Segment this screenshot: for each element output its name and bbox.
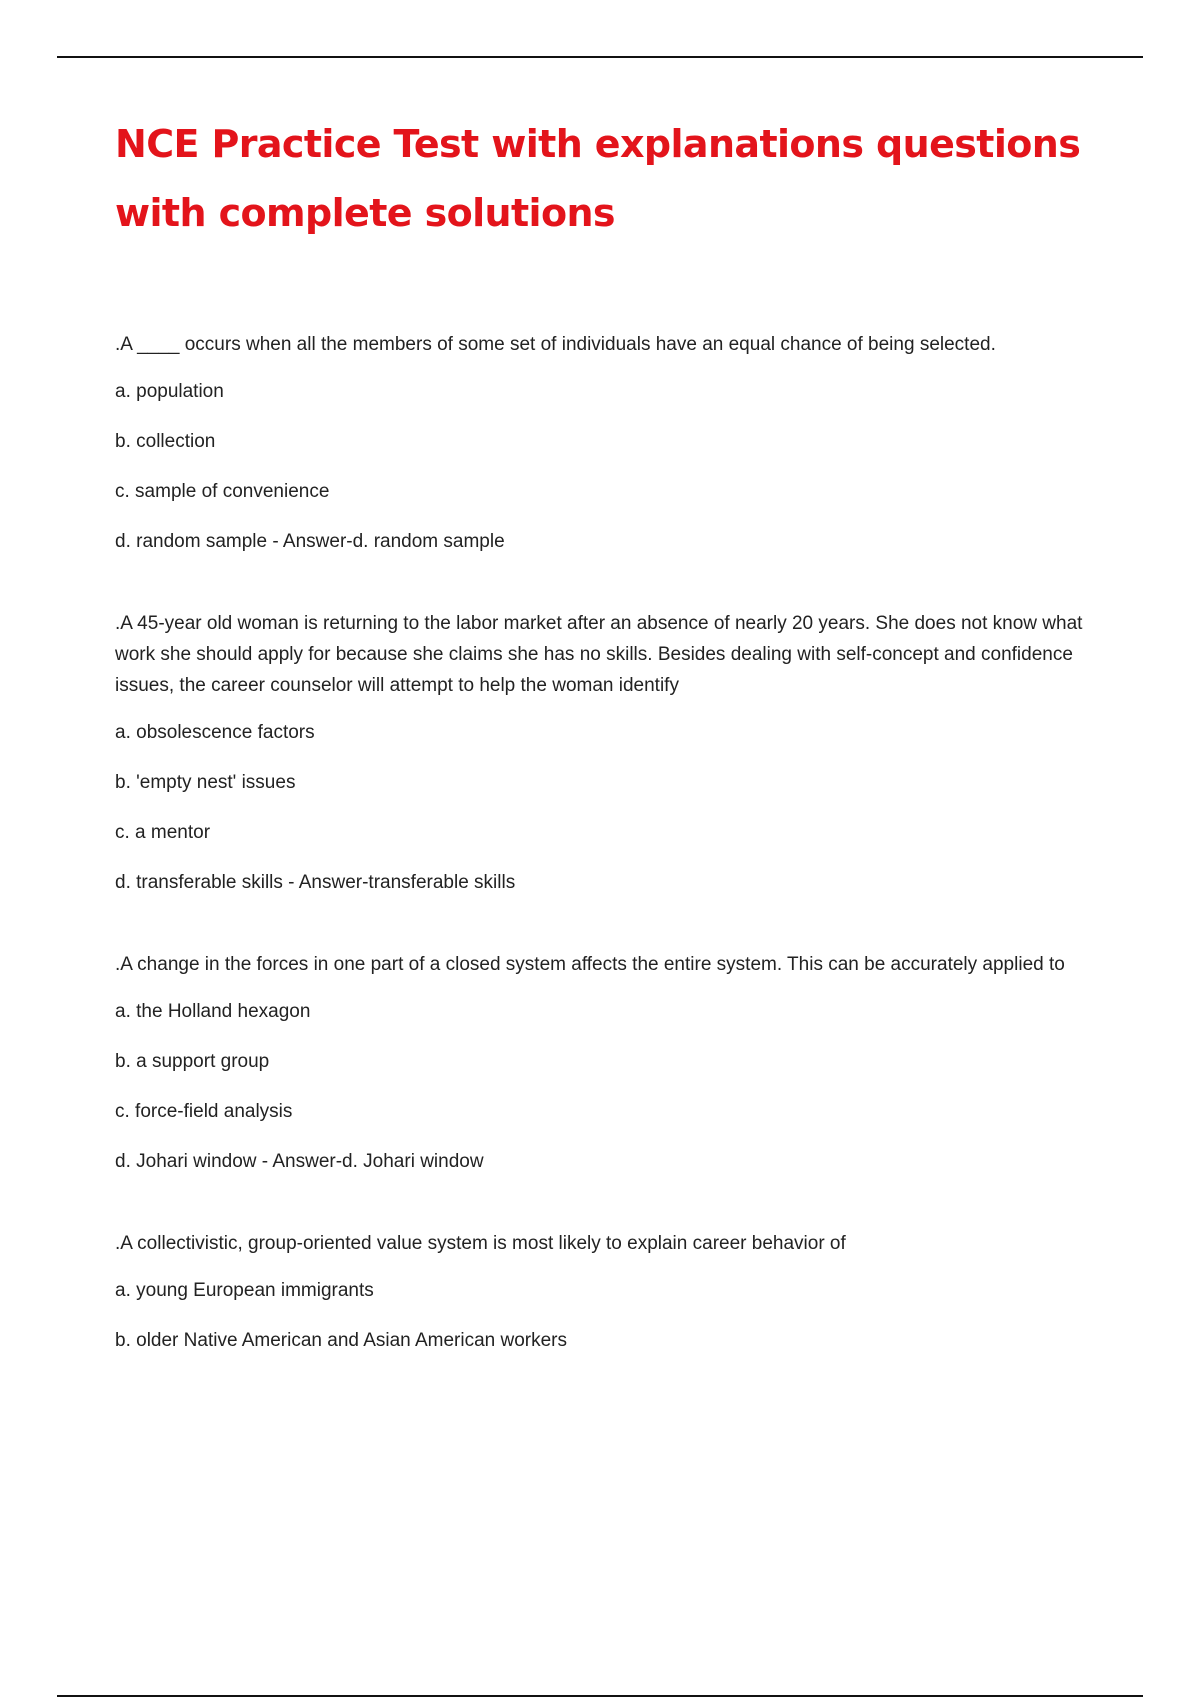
option-d-answer: d. random sample - Answer-d. random sample bbox=[115, 531, 505, 552]
option-d-answer: d. Johari window - Answer-d. Johari window bbox=[115, 1151, 484, 1172]
option-b: b. older Native American and Asian American workers bbox=[115, 1330, 567, 1351]
question-list bbox=[115, 329, 1105, 1356]
question-text: .A collectivistic, group-oriented value system is most likely to explain career behavior of bbox=[115, 1233, 846, 1254]
option-b: b. 'empty nest' issues bbox=[115, 772, 296, 793]
document-body bbox=[115, 110, 1105, 1407]
question-3 bbox=[115, 949, 1105, 1177]
question-text: .A ____ occurs when all the members of some set of individuals have an equal chance of being selected. bbox=[115, 334, 996, 355]
option-b: b. collection bbox=[115, 431, 216, 452]
question-1 bbox=[115, 329, 1105, 557]
option-c: c. a mentor bbox=[115, 822, 211, 843]
question-text: .A change in the forces in one part of a closed system affects the entire system. This can be accurately applied to bbox=[115, 954, 1065, 975]
option-d-answer: d. transferable skills - Answer-transferable skills bbox=[115, 872, 516, 893]
option-a: a. population bbox=[115, 381, 224, 402]
option-a: a. young European immigrants bbox=[115, 1280, 374, 1301]
bottom-rule bbox=[57, 1695, 1143, 1697]
question-4 bbox=[115, 1228, 1105, 1356]
top-rule bbox=[57, 56, 1143, 58]
option-a: a. the Holland hexagon bbox=[115, 1001, 311, 1022]
question-2 bbox=[115, 608, 1105, 898]
option-c: c. force-field analysis bbox=[115, 1101, 293, 1122]
question-text: .A 45-year old woman is returning to the labor market after an absence of nearly 20 years. She does not know what work she should apply for because she claims she has no skills. Besides dealing with self-concept and confidence issues, the career counselor will attempt to help the woman identify bbox=[115, 613, 1083, 696]
option-c: c. sample of convenience bbox=[115, 481, 330, 502]
option-a: a. obsolescence factors bbox=[115, 722, 315, 743]
option-b: b. a support group bbox=[115, 1051, 270, 1072]
document-title: NCE Practice Test with explanations questions with complete solutions bbox=[115, 122, 1081, 235]
